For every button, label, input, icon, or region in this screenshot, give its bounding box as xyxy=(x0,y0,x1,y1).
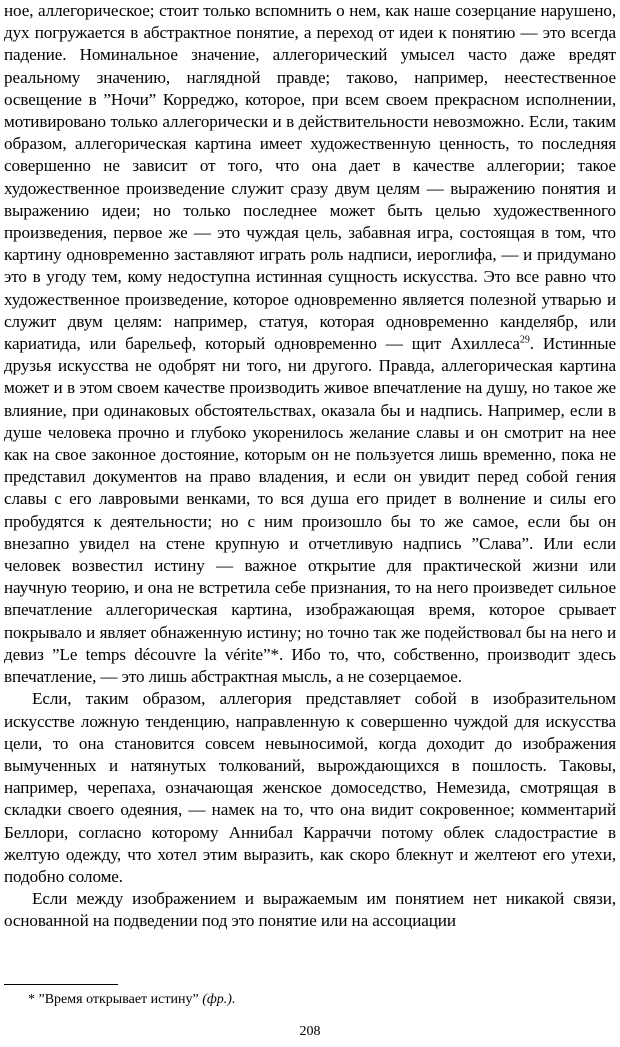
paragraph-1-text: ное, аллегорическое; стоит только вспомнить о нем, как наше созерцание нарушено, дух погружается в абстрактное понятие, а переход от идеи к понятию — это всегда падение. Номинальное значение, аллегорический умысел часто даже вредят реальному значению, наглядной правде; таково, например, неестественное освещение в ”Ночи” Корреджо, которое, при всем своем прекрасном исполнении, мотивировано только аллегорически и в действительности невозможно. Если, таким образом, аллегорическая картина имеет художественную ценность, то последняя совершенно не зависит от того, что она дает в качестве аллегории; такое художественное произведение служит сразу двум целям — выражению понятия и выражению идеи; но только последнее может быть целью художественного произведения, первое же — это чуждая цель, забавная игра, состоящая в том, что картину одновременно заставляют играть роль надписи, иероглифа, — и придумано это в угоду тем, кому недоступна истинная сущность искусства. Это все равно что художественное произведение, которое одновременно является полезной утварью и служит двум целям: например, статуя, которая одновременно канделябр, или кариатида, или барельеф, который одновременно — щит Ахиллеса xyxy=(4,1,616,354)
footnote-ref-29: 29 xyxy=(519,334,530,346)
footnote xyxy=(28,991,235,1009)
page-body xyxy=(4,0,616,933)
paragraph-3: Если между изображением и выражаемым им понятием нет никакой связи, основанной на подведении под это понятие или на ассоциации xyxy=(4,889,616,931)
paragraph-1 xyxy=(4,0,616,688)
footnote-text: * ”Время открывает истину” xyxy=(28,992,203,1007)
paragraph-1-tail: . Истинные друзья искусства не одобрят ни того, ни другого. Правда, аллегорическая картина может и в этом своем качестве производить живое впечатление на душу, но такое же влияние, при одинаковых обстоятельствах, оказала бы и надпись. Например, если в душе человека прочно и глубоко укоренилось желание славы и он смотрит на нее как на свое законное достояние, которым он не пользуется лишь временно, пока не представил документов на право владения, и если он увидит перед собой гения славы с его лавровыми венками, то вся душа его придет в волнение и силы его пробудятся к деятельности; но с ним произошло бы то же самое, если бы он внезапно увидел на стене крупную и отчетливую надпись ”Слава”. Или если человек возвестил истину — важное открытие для практической жизни или научную теорию, и она не встретила себе признания, то на него произведет сильное впечатление аллегорическая картина, изображающая время, которое срывает покрывало и являет обнаженную истину; но точно так же подействовал бы на него и девиз ”Le temps découvre la vérite”*. Ибо то, что, собственно, производит здесь впечатление, — это лишь абстрактная мысль, а не созерцаемое. xyxy=(4,334,617,687)
footnote-language-note: (фр.). xyxy=(202,992,236,1007)
paragraph-2: Если, таким образом, аллегория представляет собой в изобразительном искусстве ложную тенденцию, направленную к совершенно чуждой для искусства цели, то она становится совсем невыносимой, когда доходит до изображения вымученных и натянутых толкований, вырождающихся в пошлость. Таковы, например, черепаха, означающая женское домоседство, Немезида, смотрящая в складки своего одеяния, — намек на то, что она видит сокровенное; комментарий Беллори, согласно которому Аннибал Карраччи потому облек сладострастие в желтую одежду, что хотел этим выразить, как скоро блекнут и желтеют его утехи, подобно соломе. xyxy=(4,689,616,886)
footnote-divider xyxy=(4,984,118,985)
page-number: 208 xyxy=(299,1024,321,1039)
